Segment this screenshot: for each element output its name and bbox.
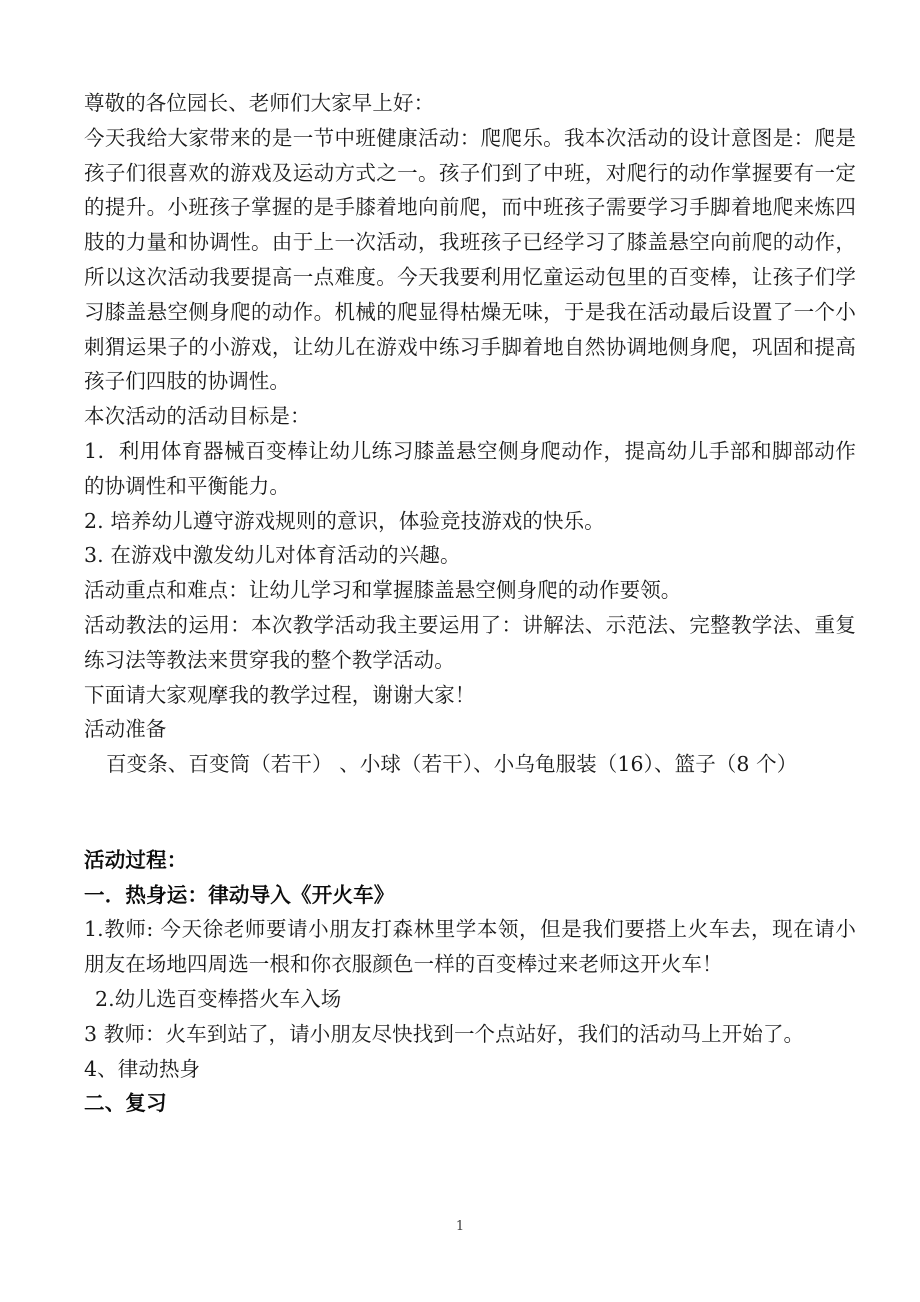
paragraph-step-1-2: 2.幼儿选百变棒搭火车入场 — [95, 986, 342, 1011]
paragraph-step-1-3: 3 教师：火车到站了，请小朋友尽快找到一个点站好，我们的活动马上开始了。 — [84, 1021, 805, 1046]
blank-line-2 — [84, 817, 856, 843]
paragraph-teaching-methods: 活动教法的运用：本次教学活动我主要运用了：讲解法、示范法、完整教学法、重复练习法等教法来贯穿我的整个教学活动。 — [84, 612, 856, 672]
blank-line-1 — [84, 782, 856, 817]
heading-activity-process: 活动过程： — [84, 847, 188, 872]
paragraph-step-1-1: 1.教师: 今天徐老师要请小朋友打森林里学本领，但是我们要搭上火车去，现在请小朋友在场地四周选一根和你衣服颜色一样的百变棒过来老师这开火车！ — [84, 917, 856, 977]
paragraph-step-1-4: 4、律动热身 — [84, 1056, 201, 1081]
paragraph-objectives-lead: 本次活动的活动目标是： — [84, 404, 311, 429]
paragraph-preparation-materials: 百变条、百变筒（若干） 、小球（若干）、小乌龟服装（16）、篮子（8 个） — [106, 752, 798, 777]
heading-section-one-warmup: 一．热身运：律动导入《开火车》 — [84, 882, 395, 907]
heading-activity-preparation: 活动准备 — [84, 717, 167, 742]
paragraph-objective-2: 2. 培养幼儿遵守游戏规则的意识，体验竞技游戏的快乐。 — [84, 508, 605, 533]
paragraph-key-points: 活动重点和难点：让幼儿学习和掌握膝盖悬空侧身爬的动作要领。 — [84, 578, 682, 603]
paragraph-greeting: 尊敬的各位园长、老师们大家早上好： — [84, 91, 435, 115]
document-text-column — [84, 86, 856, 1121]
paragraph-design-intent: 今天我给大家带来的是一节中班健康活动：爬爬乐。我本次活动的设计意图是：爬是孩子们很喜欢的游戏及运动方式之一。孩子们到了中班，对爬行的动作掌握要有一定的提升。小班孩子掌握的是手膝着地向前爬，而中班孩子需要学习手脚着地爬来炼四肢的力量和协调性。由于上一次活动，我班孩子已经学习了膝盖悬空向前爬的动作，所以这次活动我要提高一点难度。今天我要利用忆童运动包里的百变棒，让孩子们学习膝盖悬空侧身爬的动作。机械的爬显得枯燥无味，于是我在活动最后设置了一个小刺猬运果子的小游戏，让幼儿在游戏中练习手脚着地自然协调地侧身爬，巩固和提高孩子们四肢的协调性。 — [84, 125, 856, 394]
paragraph-objective-1: 1．利用体育器械百变棒让幼儿练习膝盖悬空侧身爬动作，提高幼儿手部和脚部动作的协调性和平衡能力。 — [84, 438, 856, 498]
heading-section-two-review: 二、复习 — [84, 1091, 167, 1116]
paragraph-invitation: 下面请大家观摩我的教学过程，谢谢大家！ — [84, 682, 476, 707]
page-number: 1 — [455, 1219, 465, 1234]
paragraph-objective-3: 3. 在游戏中激发幼儿对体育活动的兴趣。 — [84, 543, 461, 568]
